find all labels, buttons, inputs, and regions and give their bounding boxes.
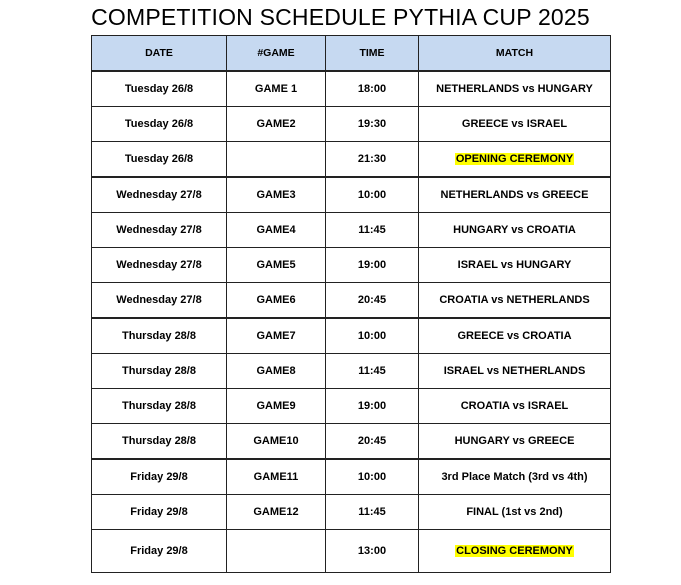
- cell-time: 19:00: [326, 248, 419, 283]
- cell-time: 20:45: [326, 424, 419, 460]
- table-row: [92, 495, 611, 530]
- table-row: [92, 354, 611, 389]
- table-row: [92, 459, 611, 495]
- cell-time: 13:00: [326, 530, 419, 573]
- closing-ceremony-highlight: CLOSING CEREMONY: [456, 545, 573, 557]
- cell-date: Wednesday 27/8: [92, 283, 227, 319]
- cell-match: GREECE vs CROATIA: [419, 318, 611, 354]
- table-row: [92, 389, 611, 424]
- cell-time: 21:30: [326, 142, 419, 178]
- column-header-time: TIME: [326, 36, 419, 72]
- cell-date: Friday 29/8: [92, 459, 227, 495]
- cell-date: Friday 29/8: [92, 495, 227, 530]
- column-header-match: MATCH: [419, 36, 611, 72]
- cell-game: GAME9: [227, 389, 326, 424]
- cell-game: GAME10: [227, 424, 326, 460]
- cell-date: Wednesday 27/8: [92, 248, 227, 283]
- cell-date: Friday 29/8: [92, 530, 227, 573]
- table-row: [92, 107, 611, 142]
- cell-game: GAME4: [227, 213, 326, 248]
- table-row: [92, 213, 611, 248]
- table-row: [92, 530, 611, 573]
- table-row: [92, 283, 611, 319]
- column-header-date: DATE: [92, 36, 227, 72]
- cell-time: 19:30: [326, 107, 419, 142]
- cell-match: [419, 530, 611, 573]
- cell-game: [227, 530, 326, 573]
- cell-game: GAME3: [227, 177, 326, 213]
- cell-match: ISRAEL vs HUNGARY: [419, 248, 611, 283]
- cell-match: CROATIA vs NETHERLANDS: [419, 283, 611, 319]
- cell-date: Thursday 28/8: [92, 318, 227, 354]
- cell-date: Tuesday 26/8: [92, 142, 227, 178]
- cell-time: 10:00: [326, 318, 419, 354]
- cell-game: GAME 1: [227, 71, 326, 107]
- cell-match: ISRAEL vs NETHERLANDS: [419, 354, 611, 389]
- cell-game: [227, 142, 326, 178]
- cell-game: GAME8: [227, 354, 326, 389]
- cell-match: [419, 142, 611, 178]
- cell-time: 20:45: [326, 283, 419, 319]
- cell-match: NETHERLANDS vs HUNGARY: [419, 71, 611, 107]
- cell-date: Tuesday 26/8: [92, 107, 227, 142]
- table-row: [92, 177, 611, 213]
- cell-match: 3rd Place Match (3rd vs 4th): [419, 459, 611, 495]
- cell-match: GREECE vs ISRAEL: [419, 107, 611, 142]
- cell-match: CROATIA vs ISRAEL: [419, 389, 611, 424]
- cell-date: Wednesday 27/8: [92, 177, 227, 213]
- cell-date: Wednesday 27/8: [92, 213, 227, 248]
- cell-game: GAME6: [227, 283, 326, 319]
- column-header-game: #GAME: [227, 36, 326, 72]
- schedule-table: [91, 35, 611, 573]
- cell-date: Thursday 28/8: [92, 389, 227, 424]
- cell-game: GAME7: [227, 318, 326, 354]
- page-title: COMPETITION SCHEDULE PYTHIA CUP 2025: [91, 4, 590, 30]
- cell-time: 10:00: [326, 459, 419, 495]
- cell-game: GAME12: [227, 495, 326, 530]
- cell-time: 11:45: [326, 354, 419, 389]
- table-row: [92, 142, 611, 178]
- cell-time: 11:45: [326, 495, 419, 530]
- cell-match: HUNGARY vs CROATIA: [419, 213, 611, 248]
- cell-time: 18:00: [326, 71, 419, 107]
- opening-ceremony-highlight: OPENING CEREMONY: [455, 153, 574, 165]
- cell-time: 11:45: [326, 213, 419, 248]
- cell-time: 19:00: [326, 389, 419, 424]
- cell-game: GAME5: [227, 248, 326, 283]
- cell-match: HUNGARY vs GREECE: [419, 424, 611, 460]
- table-row: [92, 71, 611, 107]
- cell-date: Thursday 28/8: [92, 354, 227, 389]
- cell-match: FINAL (1st vs 2nd): [419, 495, 611, 530]
- cell-match: NETHERLANDS vs GREECE: [419, 177, 611, 213]
- cell-time: 10:00: [326, 177, 419, 213]
- table-row: [92, 248, 611, 283]
- cell-game: GAME2: [227, 107, 326, 142]
- table-header-row: [92, 36, 611, 72]
- table-row: [92, 318, 611, 354]
- cell-date: Thursday 28/8: [92, 424, 227, 460]
- cell-date: Tuesday 26/8: [92, 71, 227, 107]
- cell-game: GAME11: [227, 459, 326, 495]
- table-row: [92, 424, 611, 460]
